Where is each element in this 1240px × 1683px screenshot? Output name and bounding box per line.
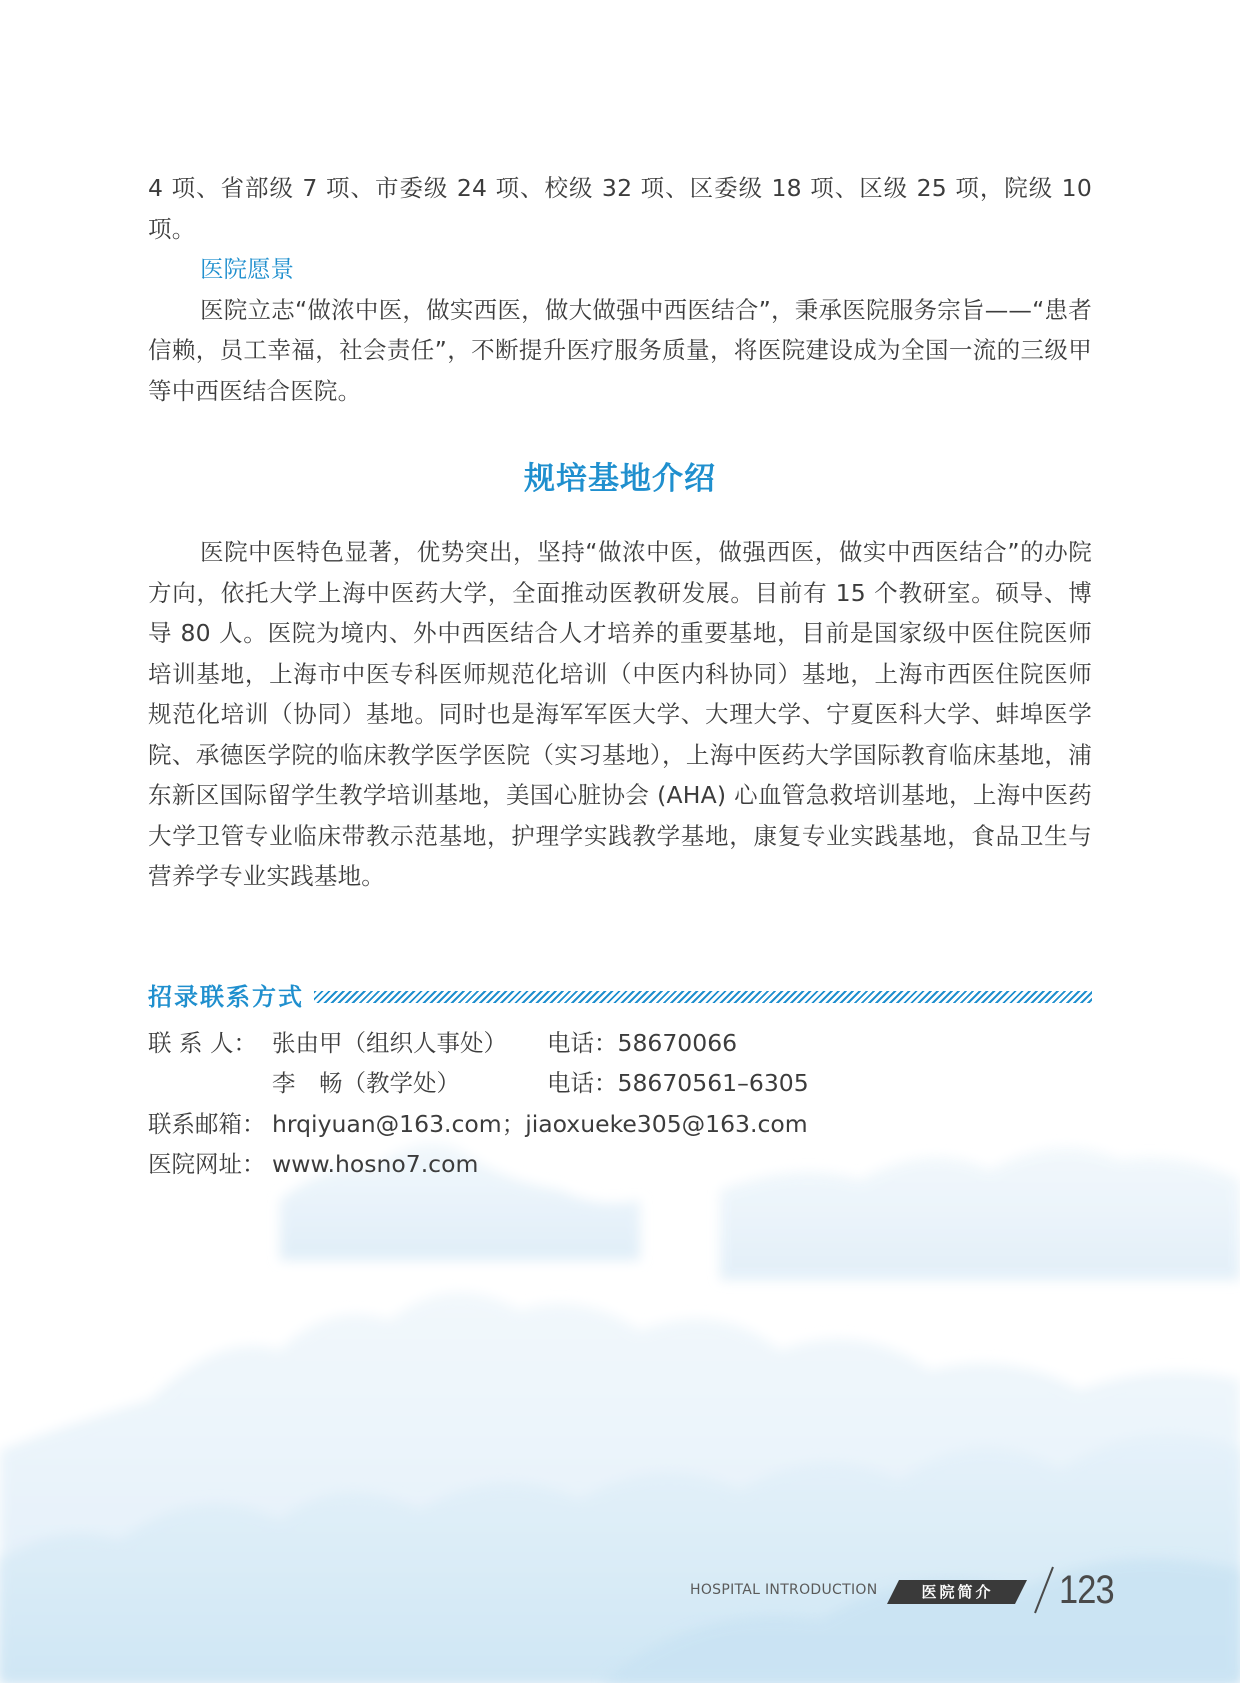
contact-person-label-spacer xyxy=(148,1063,272,1104)
contact-website-value[interactable]: www.hosno7.com xyxy=(272,1150,479,1178)
vision-paragraph: 医院立志“做浓中医，做实西医，做大做强中西医结合”，秉承医院服务宗旨——“患者信赖，员工幸福，社会责任”，不断提升医疗服务质量，将医院建设成为全国一流的三级甲等中西医结合医院。 xyxy=(148,295,1092,405)
contact-person-row xyxy=(148,1063,1092,1104)
contact-person-row xyxy=(148,1023,1092,1064)
page-footer xyxy=(690,1565,1123,1615)
contact-heading: 招录联系方式 xyxy=(148,983,304,1011)
footer-english-label: HOSPITAL INTRODUCTION xyxy=(690,1582,878,1598)
vision-heading: 医院愿景 xyxy=(200,255,294,283)
contact-website-label: 医院网址： xyxy=(148,1150,266,1178)
contact-person-phone: 电话：58670066 xyxy=(547,1028,738,1057)
hatch-divider xyxy=(314,991,1092,1003)
contact-email-value[interactable]: hrqiyuan@163.com；jiaoxueke305@163.com xyxy=(272,1109,808,1138)
section-title: 规培基地介绍 xyxy=(524,461,716,497)
contact-email-label: 联系邮箱： xyxy=(148,1109,266,1138)
footer-chinese-label: 医院简介 xyxy=(921,1582,994,1601)
contact-person-phone: 电话：58670561–6305 xyxy=(547,1069,809,1097)
contact-person-name: 李 畅（教学处） xyxy=(272,1069,460,1097)
main-content xyxy=(148,168,1092,1185)
training-base-paragraph: 医院中医特色显著，优势突出，坚持“做浓中医，做强西医，做实中西医结合”的办院方向，依托大学上海中医药大学，全面推动医教研发展。目前有 15 个教研室。硕导、博导 80 人。医院为境内、外中西医结合人才培养的重要基地，目前是国家级中医住院医师培训基地，上海市中医专科医师规范化培训（中医内科协同）基地，上海市西医住院医师规范化培训（协同）基地。同时也是海军军医大学、大理大学、宁夏医科大学、蚌埠医学院、承德医学院的临床教学医学医院（实习基地），上海中医药大学国际教育临床基地，浦东新区国际留学生教学培训基地，美国心脏协会 (AHA) 心血管急救培训基地，上海中医药大学卫管专业临床带教示范基地，护理学实践教学基地，康复专业实践基地，食品卫生与营养学专业实践基地。 xyxy=(148,538,1092,890)
contact-email-row xyxy=(148,1104,1092,1145)
page-number: 123 xyxy=(1059,1567,1115,1612)
footer-badge xyxy=(887,1580,1027,1604)
contact-website-row xyxy=(148,1144,1092,1185)
contact-block xyxy=(148,1023,1092,1185)
intro-tail-paragraph: 4 项、省部级 7 项、市委级 24 项、校级 32 项、区委级 18 项、区级 25 项，院级 10 项。 xyxy=(148,174,1092,243)
contact-heading-row xyxy=(148,977,1092,1013)
contact-person-label: 联 系 人： xyxy=(148,1028,257,1057)
slash-divider-icon xyxy=(1029,1565,1057,1615)
contact-person-name: 张由甲（组织人事处） xyxy=(272,1028,507,1057)
